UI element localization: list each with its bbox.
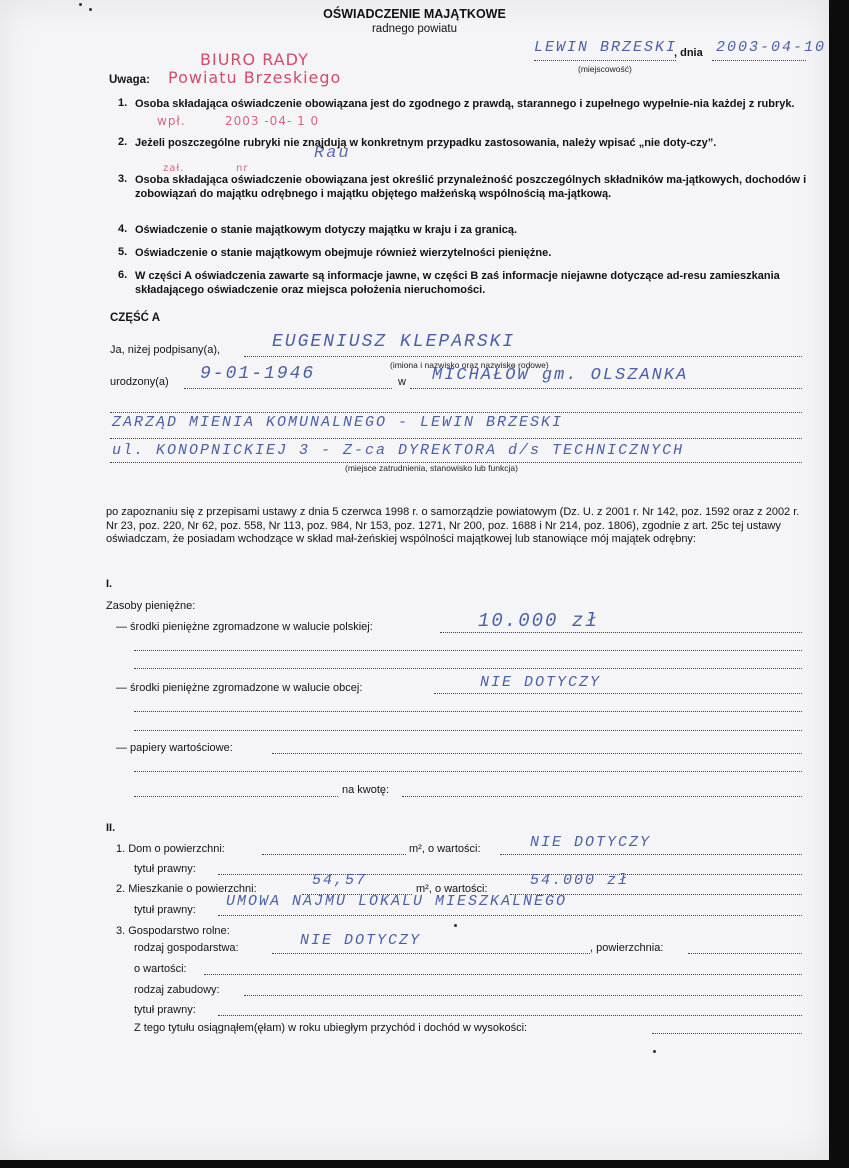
- farm-type-value: NIE DOTYCZY: [300, 932, 422, 949]
- scan-speck: [653, 1050, 656, 1053]
- born-place-dots: [410, 388, 802, 389]
- pln-dots-3: [134, 668, 802, 669]
- pln-dots: [440, 632, 802, 633]
- farm-type-label: rodzaj gospodarstwa:: [134, 942, 239, 954]
- cash-label: Zasoby pieniężne:: [106, 600, 196, 612]
- foreign-dots-2: [134, 711, 802, 712]
- pln-dots-2: [134, 650, 802, 651]
- flat-unit: m², o wartości:: [416, 883, 488, 895]
- house-title-label: tytuł prawny:: [134, 863, 196, 875]
- farm-value-label: o wartości:: [134, 963, 187, 975]
- flat-title-value: UMOWA NAJMU LOKALU MIESZKALNEGO: [226, 893, 568, 910]
- date-label: , dnia: [674, 47, 703, 59]
- born-label: urodzony(a): [110, 376, 169, 388]
- securities-dots: [272, 753, 802, 754]
- employment-dots-1: [110, 412, 802, 413]
- note-num-5: 5.: [118, 246, 128, 258]
- legal-paragraph: po zapoznaniu się z przepisami ustawy z dnia 5 czerwca 1998 r. o samorządzie powiatowym (Dz. U. z 2001 r. Nr 142, poz. 1592 oraz z 2002 r. Nr 23, poz. 220, Nr 62, poz. 558, Nr 113, poz. 984, Nr 153, poz. 1271, Nr 200, poz. 1688 i Nr 214, poz. 1806), zgodnie z art. 25c tej ustawy oświadczam, że posiadam wchodzące w skład mał-żeńskiej wspólności majątkowej lub stanowiące mój majątek odrębny:: [106, 506, 800, 545]
- flat-value: 54.000 zł: [530, 872, 630, 889]
- house-value: NIE DOTYCZY: [530, 834, 652, 851]
- farm-title-dots: [218, 1015, 802, 1016]
- name-caption: (imiona i nazwisko oraz nazwisko rodowe): [390, 360, 549, 370]
- farm-build-label: rodzaj zabudowy:: [134, 984, 220, 996]
- note-num-6: 6.: [118, 269, 128, 281]
- form-subtitle: radnego powiatu: [371, 23, 458, 35]
- stamp-nr-label: nr: [236, 163, 249, 174]
- flat-label: 2. Mieszkanie o powierzchni:: [116, 883, 257, 895]
- flat-title-dots: [218, 915, 802, 916]
- employment-caption: (miejsce zatrudnienia, stanowisko lub funkcja): [345, 463, 518, 473]
- scan-border-right: [829, 0, 849, 1168]
- house-title-dots: [218, 874, 802, 875]
- securities-dots-3: [134, 796, 338, 797]
- stamp-zal-label: zał.: [163, 163, 185, 174]
- stamp-pre-label: wpł.: [157, 114, 186, 128]
- amount-dots: [402, 796, 802, 797]
- flat-title-label: tytuł prawny:: [134, 904, 196, 916]
- note-text-4: Oświadczenie o stanie majątkowym dotyczy majątku w kraju i za granicą.: [135, 224, 518, 236]
- name-dots: [244, 356, 802, 357]
- born-in-label: w: [398, 376, 406, 388]
- stamp-date: 2003 -04- 1 0: [225, 114, 320, 128]
- note-num-4: 4.: [118, 223, 128, 235]
- farm-area-dots: [688, 953, 802, 954]
- foreign-label: — środki pieniężne zgromadzone w walucie obcej:: [116, 682, 363, 694]
- notes-label: Uwaga:: [109, 74, 150, 86]
- scan-speck: [79, 3, 82, 6]
- signed-label: Ja, niżej podpisany(a),: [110, 344, 221, 356]
- date-dots: [712, 60, 806, 61]
- born-date-dots: [184, 388, 392, 389]
- stamp-line1: BIURO RADY: [200, 50, 309, 69]
- securities-dots-2: [134, 771, 802, 772]
- section-2-heading: II.: [106, 822, 116, 834]
- farm-income-dots: [652, 1033, 802, 1034]
- scan-border-bottom: [0, 1160, 849, 1168]
- foreign-dots-3: [134, 730, 802, 731]
- farm-area-label: , powierzchnia:: [590, 942, 664, 954]
- employment-dots-2: [110, 438, 802, 439]
- pln-label: — środki pieniężne zgromadzone w walucie polskiej:: [116, 621, 373, 633]
- part-a-heading: CZĘŚĆ A: [110, 312, 161, 324]
- note-text-5: Oświadczenie o stanie majątkowym obejmuje również wierzytelności pieniężne.: [135, 247, 552, 259]
- house-area-dots: [262, 854, 406, 855]
- foreign-dots: [434, 693, 802, 694]
- stamp-line2: Powiatu Brzeskiego: [168, 68, 342, 87]
- note-text-2: Jeżeli poszczególne rubryki nie znajdują w konkretnym przypadku zastosowania, należy wpisać „nie doty-czy”.: [135, 137, 717, 149]
- farm-type-dots: [272, 953, 590, 954]
- note-text-3: Osoba składająca oświadczenie obowiązana jest określić przynależność poszczególnych składników ma-jątkowych, dochodów i zobowiązań do majątku odrębnego i majątku objętego małżeńską wspólnością ma-jątkową.: [135, 174, 807, 200]
- house-value-dots: [500, 854, 802, 855]
- name-value: EUGENIUSZ KLEPARSKI: [272, 332, 516, 352]
- foreign-value: NIE DOTYCZY: [480, 674, 602, 691]
- stamp-signature: Rau: [314, 144, 351, 163]
- note-text-6: W części A oświadczenia zawarte są informacje jawne, w części B zaś informacje niejawne dotyczące ad-resu zamieszkania składającego oświadczenie oraz miejsca położenia nieruchomości.: [135, 270, 780, 296]
- farm-value-dots: [204, 974, 802, 975]
- employment-line1: ZARZĄD MIENIA KOMUNALNEGO - LEWIN BRZESKI: [112, 414, 564, 431]
- note-num-3: 3.: [118, 173, 128, 185]
- house-label: 1. Dom o powierzchni:: [116, 843, 225, 855]
- place-value: LEWIN BRZESKI: [534, 39, 678, 56]
- employment-line2: ul. KONOPNICKIEJ 3 - Z-ca DYREKTORA d/s TECHNICZNYCH: [112, 442, 685, 459]
- farm-title-label: tytuł prawny:: [134, 1004, 196, 1016]
- note-num-2: 2.: [118, 136, 128, 148]
- place-dots: [534, 60, 676, 61]
- pln-value: 10.000 zł: [478, 610, 599, 632]
- note-text-1: Osoba składająca oświadczenie obowiązana jest do zgodnego z prawdą, starannego i zupełnego wypełnie-nia każdej z rubryk.: [135, 98, 795, 110]
- born-place: MICHAŁÓW gm. OLSZANKA: [432, 366, 689, 385]
- farm-label: 3. Gospodarstwo rolne:: [116, 925, 230, 937]
- flat-area: 54,57: [312, 872, 368, 889]
- note-num-1: 1.: [118, 97, 128, 109]
- date-value: 2003-04-10: [716, 39, 827, 56]
- farm-build-dots: [244, 995, 802, 996]
- amount-label: na kwotę:: [342, 784, 390, 796]
- farm-income-label: Z tego tytułu osiągnąłem(ęłam) w roku ubiegłym przychód i dochód w wysokości:: [134, 1022, 528, 1034]
- scan-speck: [454, 924, 457, 927]
- section-1-heading: I.: [106, 578, 113, 590]
- place-caption: (miejscowość): [578, 64, 632, 74]
- securities-label: — papiery wartościowe:: [116, 742, 233, 754]
- form-title: OŚWIADCZENIE MAJĄTKOWE: [323, 7, 506, 21]
- born-date: 9-01-1946: [200, 364, 316, 384]
- scan-speck: [89, 8, 92, 11]
- house-unit: m², o wartości:: [409, 843, 481, 855]
